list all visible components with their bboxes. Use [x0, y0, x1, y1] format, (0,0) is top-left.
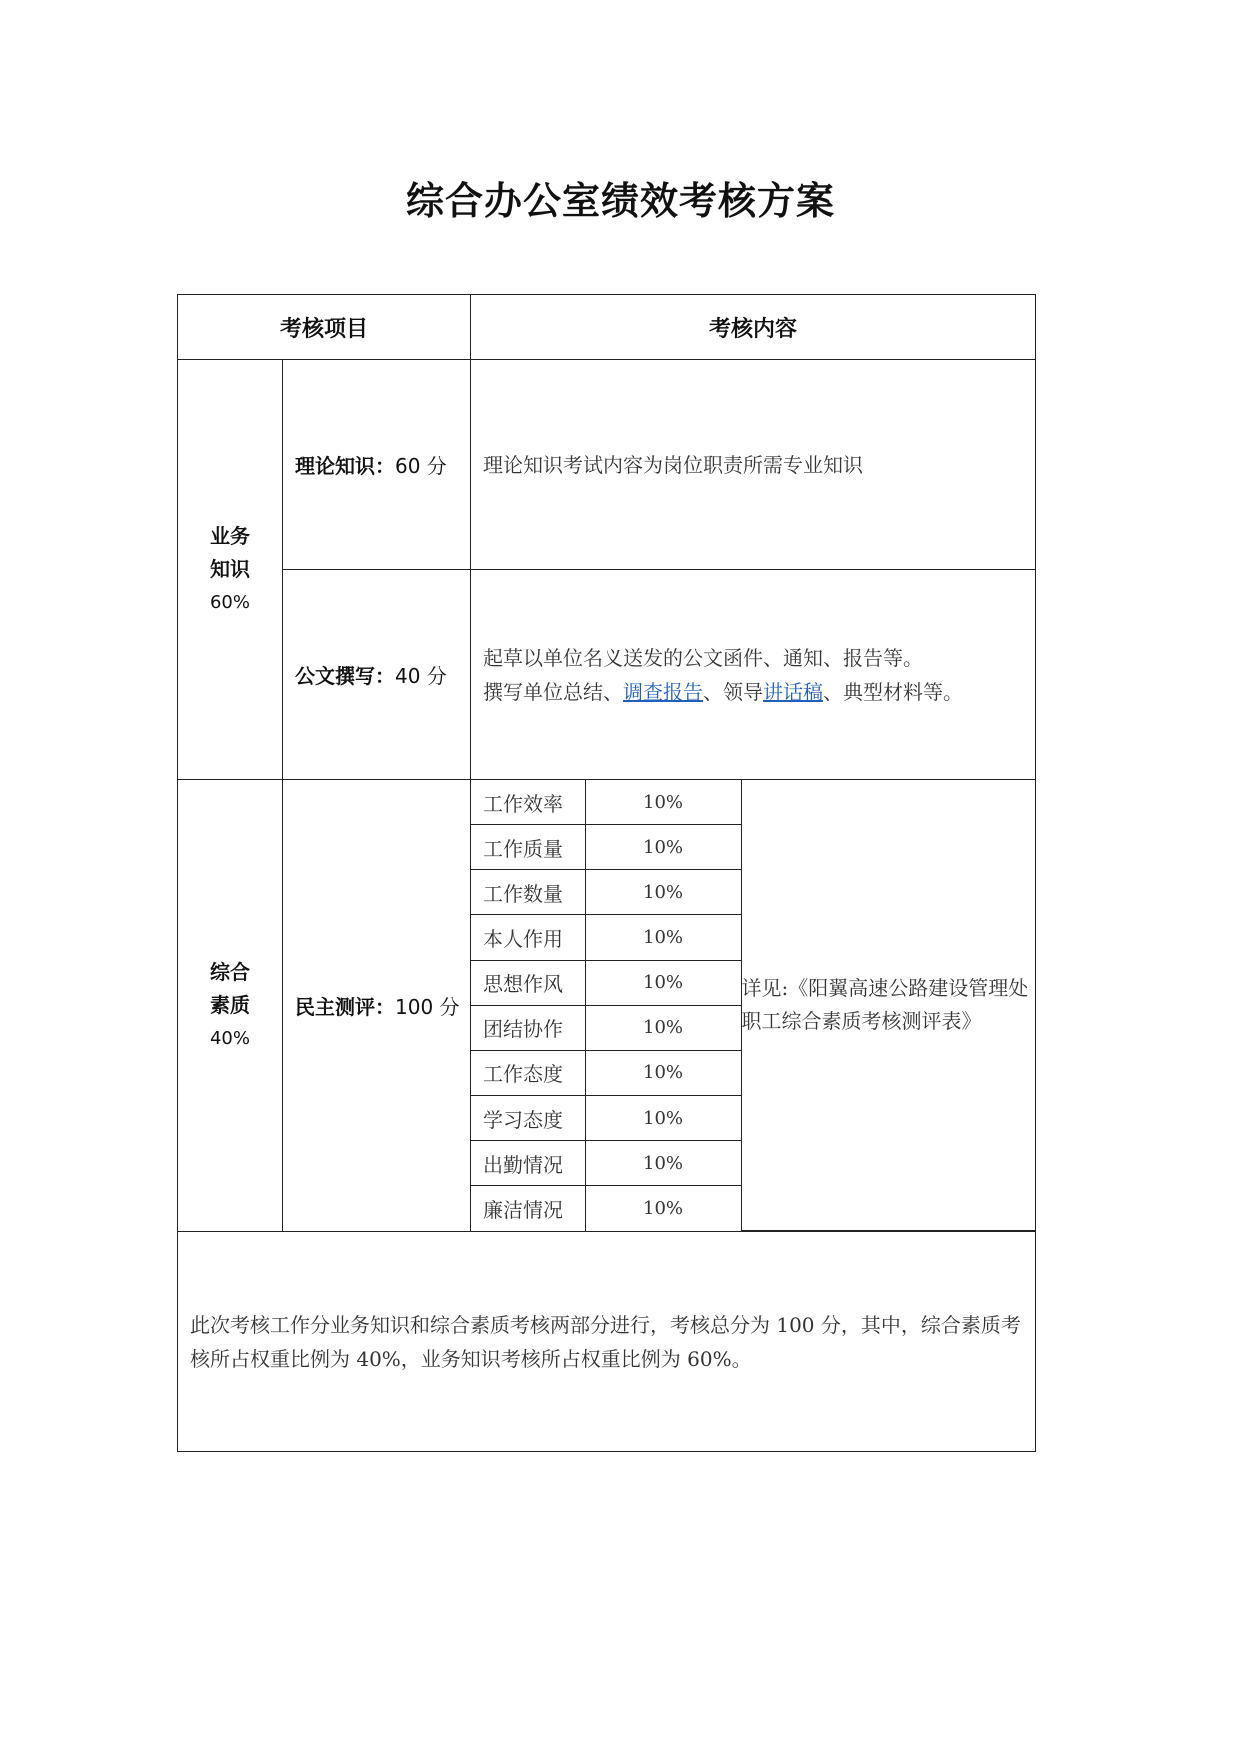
- theory-knowledge-content: 理论知识考试内容为岗位职责所需专业知识: [471, 360, 1036, 570]
- quality-item-percent: 10%: [585, 1141, 741, 1186]
- quality-item-name: 廉洁情况: [471, 1186, 585, 1231]
- category-quality-line2: 素质: [210, 993, 250, 1017]
- writing-row: [178, 570, 1036, 780]
- investigation-report-link[interactable]: 调查报告: [623, 679, 704, 704]
- writing-line-2: [483, 675, 1035, 709]
- category-business-knowledge: [178, 360, 283, 780]
- writing-score: 40 分: [395, 664, 447, 688]
- category-quality-line1: 综合: [210, 960, 250, 984]
- header-assessment-item: 考核项目: [178, 295, 471, 360]
- quality-item-name: 工作效率: [471, 780, 585, 825]
- quality-item-percent: 10%: [585, 1005, 741, 1050]
- quality-item-name: 学习态度: [471, 1095, 585, 1140]
- speech-draft-link[interactable]: 讲话稿: [763, 679, 824, 704]
- quality-item-percent: 10%: [585, 825, 741, 870]
- writing-text-a: 撰写单位总结、: [483, 679, 624, 704]
- page-title: 综合办公室绩效考核方案: [405, 179, 835, 223]
- quality-item-name: 思想作风: [471, 960, 585, 1005]
- quality-item-name: 工作数量: [471, 870, 585, 915]
- quality-item-row: [471, 780, 1036, 825]
- theory-score: 60 分: [395, 454, 447, 478]
- quality-item-name: 工作态度: [471, 1050, 585, 1095]
- eval-label: 民主测评：: [295, 995, 395, 1019]
- eval-score: 100 分: [395, 995, 460, 1019]
- quality-item-percent: 10%: [585, 1186, 741, 1231]
- quality-item-percent: 10%: [585, 870, 741, 915]
- theory-label: 理论知识：: [295, 454, 395, 478]
- writing-line-1: 起草以单位名义送发的公文函件、通知、报告等。: [483, 645, 924, 670]
- writing-text-b: 、领导: [703, 679, 764, 704]
- header-assessment-content: 考核内容: [471, 295, 1036, 360]
- see-also-note: 详见:《阳翼高速公路建设管理处职工综合素质考核测评表》: [741, 780, 1036, 1231]
- quality-item-percent: 10%: [585, 1050, 741, 1095]
- quality-breakdown-table: [471, 780, 1036, 1231]
- quality-item-percent: 10%: [585, 960, 741, 1005]
- category-business-line2: 知识: [210, 557, 250, 581]
- header-row: [178, 295, 1036, 360]
- quality-item-percent: 10%: [585, 915, 741, 960]
- quality-item-name: 出勤情况: [471, 1141, 585, 1186]
- writing-label: 公文撰写：: [295, 664, 395, 688]
- assessment-table: [177, 294, 1036, 1452]
- document-writing-content: [471, 570, 1036, 780]
- summary-row: [178, 1232, 1036, 1452]
- quality-row: [178, 780, 1036, 1232]
- category-business-percent: 60%: [209, 592, 250, 613]
- theory-knowledge-label: [283, 360, 471, 570]
- category-quality-percent: 40%: [209, 1028, 250, 1049]
- document-writing-label: [283, 570, 471, 780]
- democratic-evaluation-label: [283, 780, 471, 1232]
- category-business-line1: 业务: [210, 524, 250, 548]
- quality-item-name: 团结协作: [471, 1005, 585, 1050]
- quality-item-percent: 10%: [585, 780, 741, 825]
- theory-row: [178, 360, 1036, 570]
- summary-text: 此次考核工作分业务知识和综合素质考核两部分进行，考核总分为 100 分，其中，综合素质考核所占权重比例为 40%，业务知识考核所占权重比例为 60%。: [178, 1232, 1036, 1452]
- quality-item-percent: 10%: [585, 1095, 741, 1140]
- quality-item-name: 本人作用: [471, 915, 585, 960]
- quality-breakdown-cell: [471, 780, 1036, 1232]
- quality-item-name: 工作质量: [471, 825, 585, 870]
- writing-text-c: 、典型材料等。: [823, 679, 964, 704]
- category-comprehensive-quality: [178, 780, 283, 1232]
